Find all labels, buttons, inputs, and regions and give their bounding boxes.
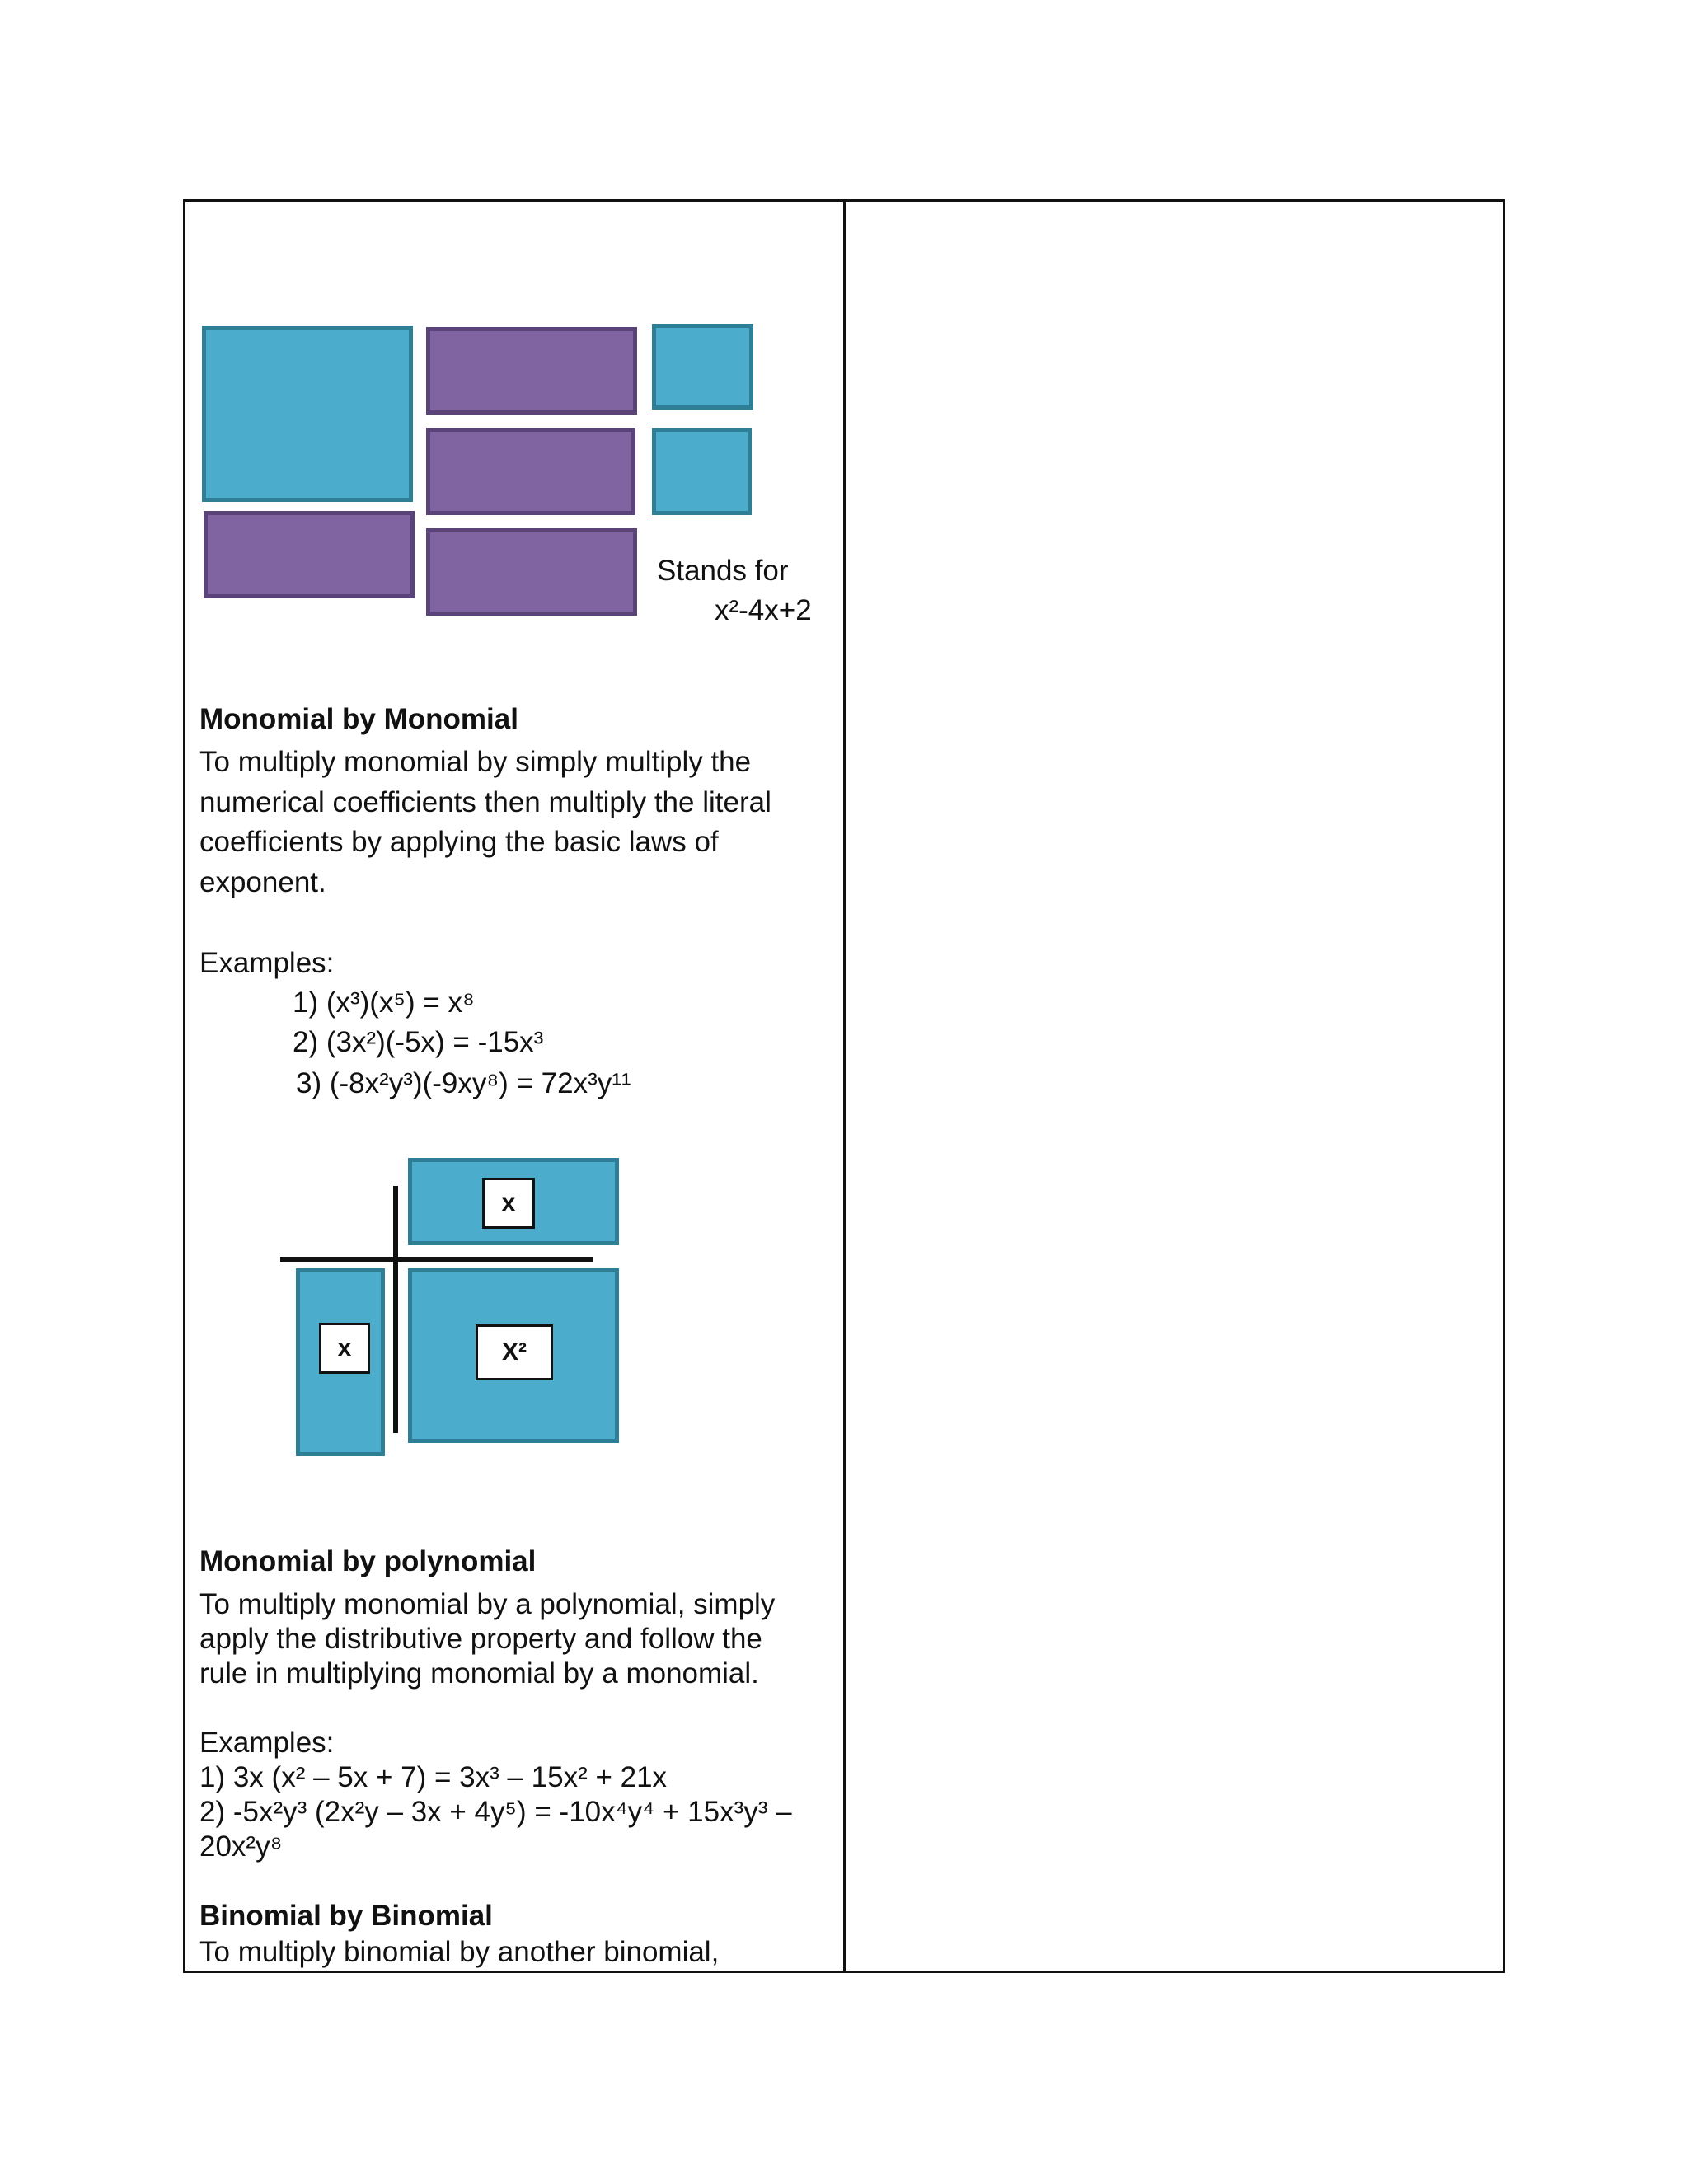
tiles-caption-expression: x²-4x+2 [715, 594, 812, 626]
x-tile [204, 511, 415, 598]
example-item: 20x²y⁸ [199, 1830, 283, 1863]
x-squared-tile [202, 326, 413, 502]
section-heading-binomial-by-binomial: Binomial by Binomial [199, 1900, 493, 1932]
x-squared-label: X² [476, 1324, 553, 1380]
x-label-side: x [319, 1323, 370, 1374]
example-item: 2) -5x²y³ (2x²y – 3x + 4y⁵) = -10x⁴y⁴ + 15x³y³ – [199, 1796, 792, 1828]
paragraph-line: exponent. [199, 866, 326, 898]
paragraph-line: To multiply monomial by a polynomial, simply [199, 1588, 776, 1620]
example-item: 1) (x³)(x⁵) = x⁸ [293, 987, 475, 1019]
paragraph-line: To multiply monomial by simply multiply the [199, 746, 752, 778]
unit-tile [652, 324, 753, 410]
examples-label: Examples: [199, 1727, 335, 1759]
x-tile [426, 428, 635, 515]
left-column [185, 202, 843, 1971]
paragraph-line: To multiply binomial by another binomial, [199, 1936, 720, 1968]
section-heading-monomial-by-polynomial: Monomial by polynomial [199, 1545, 537, 1577]
section-heading-monomial-by-monomial: Monomial by Monomial [199, 703, 518, 735]
paragraph-line: numerical coefficients then multiply the literal [199, 786, 771, 818]
right-column-empty [846, 202, 1503, 1971]
example-item: 1) 3x (x² – 5x + 7) = 3x³ – 15x² + 21x [199, 1761, 668, 1793]
paragraph-line: apply the distributive property and follow the [199, 1623, 762, 1655]
examples-label: Examples: [199, 947, 335, 979]
x-tile [426, 528, 637, 616]
tiles-caption-line1: Stands for [657, 555, 789, 587]
paragraph-line: coefficients by applying the basic laws of [199, 826, 719, 858]
unit-tile [652, 428, 752, 515]
x-tile [426, 327, 637, 415]
paragraph-line: rule in multiplying monomial by a monomial. [199, 1657, 759, 1690]
x-label-top: x [482, 1178, 535, 1229]
vertical-axis-line [393, 1186, 398, 1433]
example-item: 3) (-8x²y³)(-9xy⁸) = 72x³y¹¹ [296, 1067, 631, 1099]
example-item: 2) (3x²)(-5x) = -15x³ [293, 1026, 544, 1058]
horizontal-axis-line [280, 1257, 593, 1262]
